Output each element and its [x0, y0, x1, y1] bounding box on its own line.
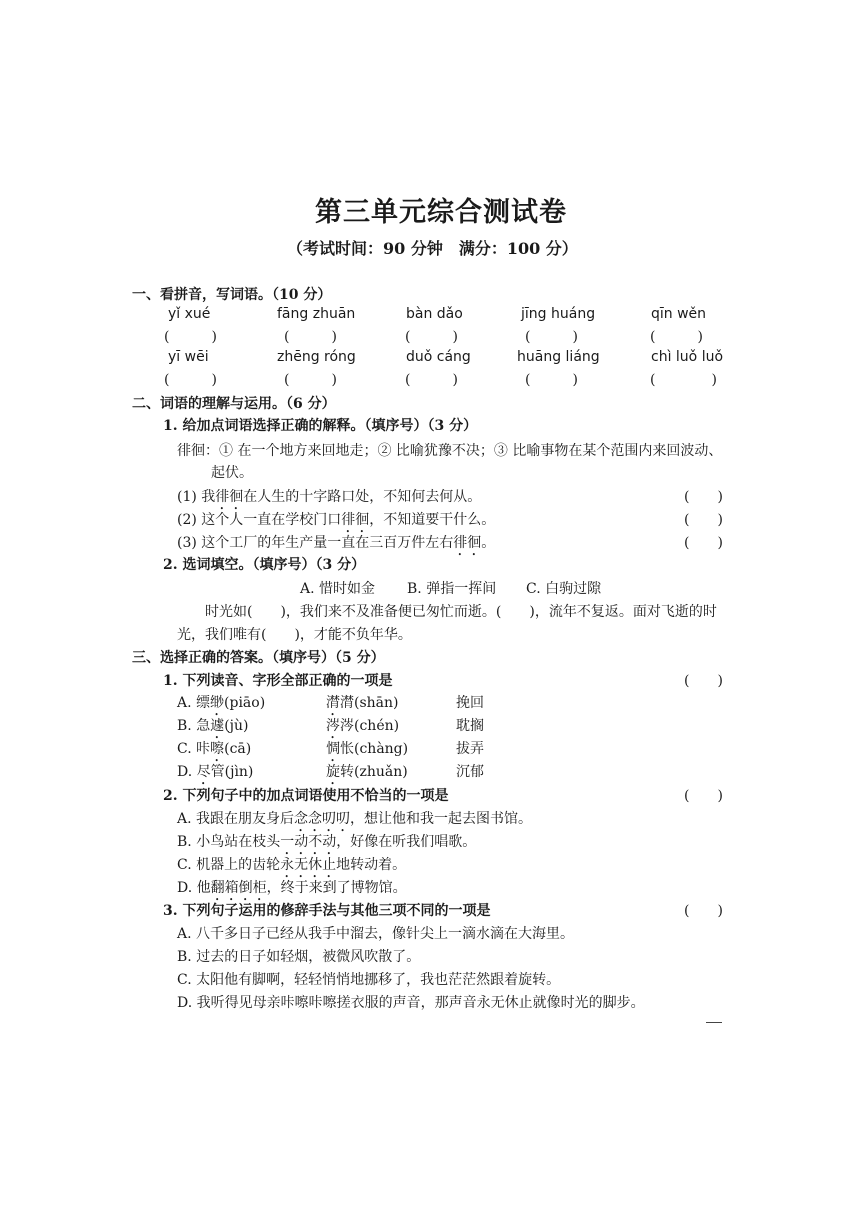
answer-blank-q2-1-1[interactable]: ( )	[684, 489, 723, 505]
option-a: A. 惜时如金	[300, 581, 376, 597]
answer-blank-1-2[interactable]: ( )	[284, 329, 337, 345]
item-text: 地转动着。	[336, 857, 407, 873]
answer-blank-q3-2[interactable]: ( )	[684, 788, 723, 804]
section3-heading: 三、选择正确的答案。（填序号）（5 分）	[132, 650, 385, 666]
answer-blank-2-5[interactable]: ( )	[650, 372, 717, 388]
q3-1-option-c-word3: 拔弄	[456, 741, 484, 757]
definition-text: 徘徊：① 在一个地方来回地走；② 比喻犹豫不决；③ 比喻事物在某个范围内来回波动、	[177, 443, 723, 459]
item-text: 。	[481, 535, 496, 551]
answer-blank-q2-1-3[interactable]: ( )	[684, 535, 723, 551]
page-corner-mark	[706, 1022, 722, 1023]
item-text: (cā)	[224, 741, 252, 757]
q3-3-option-d: D. 我听得见母亲咔嚓咔嚓搓衣服的声音，那声音永无休止就像时光的脚步。	[177, 995, 645, 1011]
answer-blank-1-4[interactable]: ( )	[525, 329, 578, 345]
item-text: (3) 这个工厂的年生产量一直在三百万件左右	[177, 535, 454, 551]
pinyin-1-1: yǐ xué	[168, 306, 211, 322]
option-b: B. 弹指一挥间	[407, 581, 497, 597]
item-text: A. 我跟在朋友身后	[177, 811, 295, 827]
dotted-word: 永无休止	[280, 857, 337, 873]
item-text: (2) 这个人一直在学校门口	[177, 512, 342, 528]
dotted-char: 旋	[326, 764, 340, 780]
pinyin-1-4: jīng huáng	[521, 306, 596, 322]
answer-blank-2-2[interactable]: ( )	[284, 372, 337, 388]
item-text: 怅(chàng)	[340, 741, 409, 757]
item-text: 转(zhuǎn)	[340, 764, 408, 780]
pinyin-2-1: yī wēi	[168, 349, 209, 365]
item-text: 管(jìn)	[210, 764, 254, 780]
q3-1-option-d-word3: 沉郁	[456, 764, 484, 780]
dotted-char: 嚓	[210, 741, 225, 757]
dotted-char: 遽	[210, 718, 225, 734]
pinyin-2-5: chì luǒ luǒ	[651, 349, 724, 365]
dotted-char: 涔	[326, 718, 340, 734]
section1-heading: 一、看拼音，写词语。（10 分）	[132, 287, 332, 303]
q3-3-option-a: A. 八千多日子已经从我手中溜去，像针尖上一滴水滴在大海里。	[177, 926, 575, 942]
q2-1-stem: 1. 给加点词语选择正确的解释。（填序号）（3 分）	[163, 418, 478, 434]
pinyin-2-2: zhēng róng	[277, 349, 356, 365]
dotted-char: 潸	[326, 695, 340, 711]
q3-3-stem: 3. 下列句子运用的修辞手法与其他三项不同的一项是	[163, 903, 491, 919]
pinyin-1-2: fāng zhuān	[277, 306, 356, 322]
definition-text-cont: 起伏。	[211, 465, 253, 481]
dotted-word: 徘徊	[453, 535, 482, 551]
q3-1-option-b-word3: 耽搁	[456, 718, 484, 734]
item-text: 涔(chén)	[340, 718, 400, 734]
q3-3-option-c: C. 太阳他有脚啊，轻轻悄悄地挪移了，我也茫茫然跟着旋转。	[177, 972, 561, 988]
dotted-char: 缈	[210, 695, 225, 711]
q3-3-option-b: B. 过去的日子如轻烟，被微风吹散了。	[177, 949, 421, 965]
item-text: ，想让他和我一起去图书馆。	[350, 811, 533, 827]
q3-2-stem: 2. 下列句子中的加点词语使用不恰当的一项是	[163, 788, 449, 804]
option-c: C. 白驹过隙	[526, 581, 602, 597]
item-text: ，好像在听我们唱歌。	[336, 834, 477, 850]
item-text: ，终于来到了博物馆。	[266, 880, 407, 896]
answer-blank-q3-1[interactable]: ( )	[684, 673, 723, 689]
dotted-char: 惆	[326, 741, 340, 757]
q3-1-option-d-word1	[177, 761, 253, 788]
item-text: C. 咔	[177, 741, 211, 757]
item-text: A. 缥	[177, 695, 211, 711]
q3-1-stem: 1. 下列读音、字形全部正确的一项是	[163, 673, 393, 689]
item-text: 潸(shān)	[340, 695, 399, 711]
dotted-word: 徘徊	[215, 489, 244, 505]
q2-2-stem: 2. 选词填空。（填序号）（3 分）	[163, 557, 366, 573]
item-text: (piāo)	[224, 695, 266, 711]
pinyin-2-3: duǒ cáng	[406, 349, 471, 365]
item-text: D. 他	[177, 880, 211, 896]
answer-blank-2-4[interactable]: ( )	[525, 372, 578, 388]
item-text: (jù)	[224, 718, 249, 734]
answer-blank-q3-3[interactable]: ( )	[684, 903, 723, 919]
exam-info: （考试时间：90 分钟 满分：100 分）	[287, 239, 578, 258]
answer-blank-q2-1-2[interactable]: ( )	[684, 512, 723, 528]
item-text: B. 小鸟站在枝头	[177, 834, 281, 850]
item-text: B. 急	[177, 718, 211, 734]
section2-heading: 二、词语的理解与运用。（6 分）	[132, 396, 336, 412]
item-text: D.	[177, 764, 197, 780]
answer-blank-1-3[interactable]: ( )	[405, 329, 458, 345]
item-text: C. 机器上的齿轮	[177, 857, 281, 873]
pinyin-2-4: huāng liáng	[517, 349, 600, 365]
answer-blank-2-1[interactable]: ( )	[164, 372, 217, 388]
item-text: 在人生的十字路口处，不知何去何从。	[243, 489, 482, 505]
dotted-word: 徘徊	[341, 512, 370, 528]
item-text: ，不知道要干什么。	[369, 512, 496, 528]
q3-1-option-d-word2	[326, 761, 408, 788]
answer-blank-1-5[interactable]: ( )	[650, 329, 703, 345]
answer-blank-1-1[interactable]: ( )	[164, 329, 217, 345]
dotted-char: 尽	[196, 764, 211, 780]
dotted-word: 一动不动	[280, 834, 337, 850]
pinyin-1-3: bàn dǎo	[406, 306, 463, 322]
pinyin-1-5: qīn wěn	[651, 306, 707, 322]
answer-blank-2-3[interactable]: ( )	[405, 372, 458, 388]
fill-passage-line2: 光，我们唯有( )，才能不负年华。	[177, 627, 412, 643]
page-title: 第三单元综合测试卷	[315, 197, 567, 228]
q3-1-option-a-word3: 挽回	[456, 695, 484, 711]
dotted-word: 念念叨叨	[294, 811, 351, 827]
fill-passage-line1: 时光如( )，我们来不及准备便已匆忙而逝。( )，流年不复返。面对飞逝的时	[205, 604, 717, 620]
item-text: (1) 我	[177, 489, 216, 505]
dotted-word: 翻箱倒柜	[210, 880, 267, 896]
